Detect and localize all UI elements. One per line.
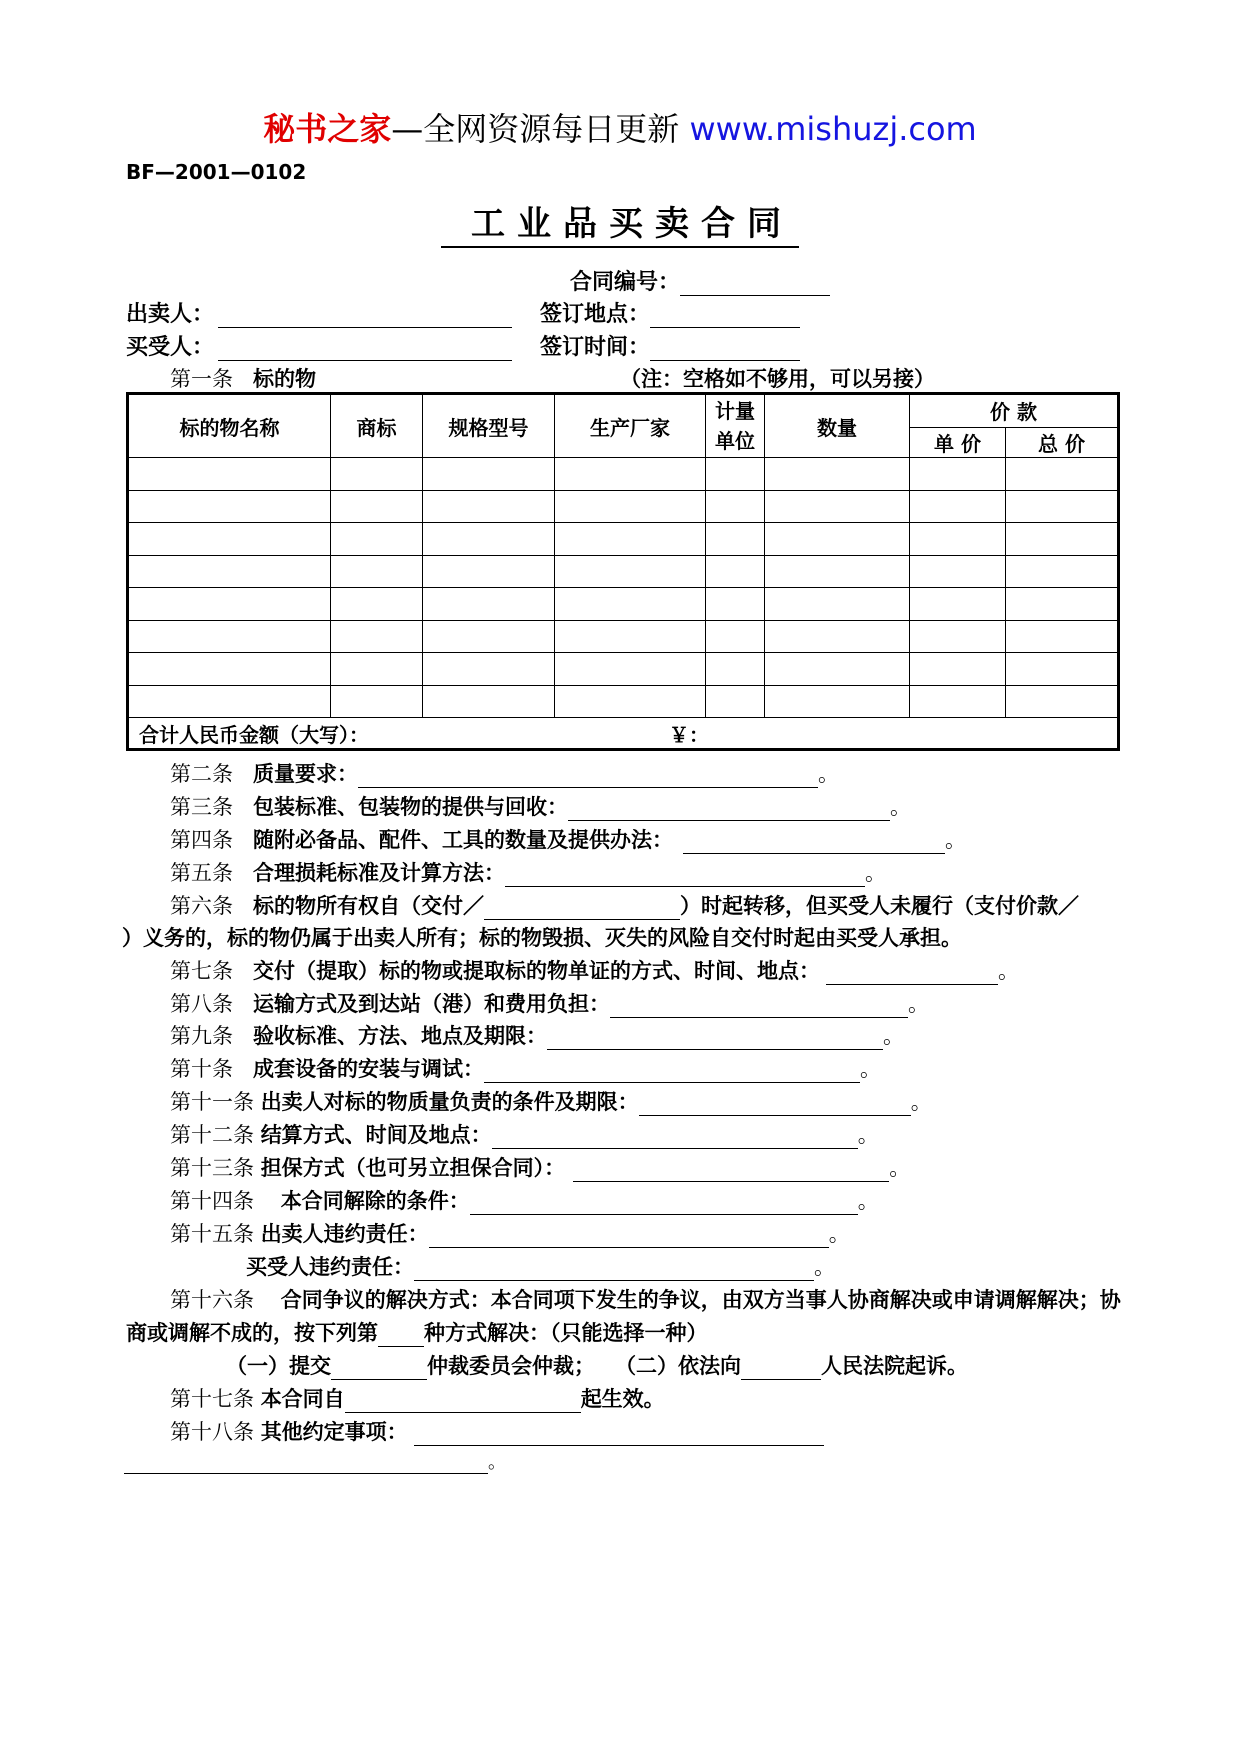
cell[interactable] — [765, 588, 910, 621]
cell[interactable] — [423, 523, 555, 556]
period: 。 — [889, 1156, 911, 1180]
col-header-brand: 商标 — [331, 394, 423, 458]
table-row — [128, 555, 1119, 588]
cell[interactable] — [128, 490, 331, 523]
seller-label: 出卖人： — [126, 302, 215, 327]
clause-16-line2 — [126, 1317, 708, 1347]
cell[interactable] — [1006, 555, 1119, 588]
clause-16-num: 第十六条 — [170, 1288, 254, 1312]
clause-10-field[interactable] — [484, 1062, 860, 1083]
clause-16-line2-b: 种方式解决：（只能选择一种） — [424, 1321, 708, 1345]
period: 。 — [910, 1090, 932, 1114]
cell[interactable] — [331, 490, 423, 523]
clause-16-opt1-a: （一）提交 — [226, 1354, 331, 1378]
clause-9-num: 第九条 — [170, 1024, 233, 1048]
clause-4-num: 第四条 — [170, 828, 233, 852]
clause-18-num: 第十八条 — [170, 1420, 254, 1444]
clause-14-num: 第十四条 — [170, 1189, 254, 1213]
clause-15b-text: 买受人违约责任： — [246, 1255, 414, 1279]
period: 。 — [857, 1123, 879, 1147]
clause-4-text: 随附必备品、配件、工具的数量及提供办法： — [253, 828, 674, 852]
col-header-price: 价 款 — [910, 394, 1119, 428]
clause-8 — [170, 988, 929, 1018]
cell[interactable] — [128, 555, 331, 588]
seller-field[interactable] — [218, 307, 512, 328]
clause-11-field[interactable] — [639, 1095, 911, 1116]
cell[interactable] — [1006, 588, 1119, 621]
clause-15 — [170, 1218, 850, 1248]
clause-12-field[interactable] — [492, 1128, 858, 1149]
cell[interactable] — [910, 685, 1006, 718]
clause-15-num: 第十五条 — [170, 1222, 254, 1246]
table-row — [128, 458, 1119, 491]
clause-6-num: 第六条 — [170, 894, 233, 918]
clause-11 — [170, 1086, 932, 1116]
col-header-unit-line1: 计量 — [715, 399, 755, 423]
clause-15b — [246, 1251, 835, 1281]
clause-18-line2 — [124, 1448, 506, 1474]
cell[interactable] — [1006, 523, 1119, 556]
clause-10-text: 成套设备的安装与调试： — [253, 1057, 485, 1081]
document-code: BF—2001—0102 — [126, 160, 307, 184]
table-row — [128, 588, 1119, 621]
cell[interactable] — [910, 523, 1006, 556]
contract-no-label: 合同编号： — [570, 270, 681, 295]
clause-15-text: 出卖人违约责任： — [260, 1222, 429, 1246]
cell[interactable] — [1006, 685, 1119, 718]
total-yen-label: ￥： — [669, 722, 709, 747]
cell[interactable] — [555, 588, 706, 621]
clause-17-field[interactable] — [345, 1392, 581, 1413]
col-header-qty: 数量 — [765, 394, 910, 458]
clause-12 — [170, 1119, 879, 1149]
cell[interactable] — [128, 523, 331, 556]
cell[interactable] — [128, 620, 331, 653]
cell[interactable] — [706, 490, 765, 523]
cell[interactable] — [910, 588, 1006, 621]
cell[interactable] — [555, 490, 706, 523]
clause-16-line2-a: 商或调解不成的，按下列第 — [126, 1321, 378, 1345]
clause-14-field[interactable] — [470, 1194, 858, 1215]
cell[interactable] — [128, 588, 331, 621]
clause-6-field[interactable] — [484, 899, 680, 920]
clause-15b-field[interactable] — [414, 1260, 814, 1281]
table-row — [128, 653, 1119, 686]
sign-place-field[interactable] — [650, 307, 800, 328]
period: 。 — [883, 1024, 905, 1048]
period: 。 — [945, 828, 967, 852]
cell[interactable] — [423, 458, 555, 491]
cell[interactable] — [331, 588, 423, 621]
clause-10-num: 第十条 — [170, 1057, 233, 1081]
clause-2-field[interactable] — [358, 767, 818, 788]
table-row — [128, 685, 1119, 718]
clause-9 — [170, 1020, 904, 1050]
clause-9-text: 验收标准、方法、地点及期限： — [253, 1024, 548, 1048]
seller-row — [126, 297, 512, 328]
clause-5-text: 合理损耗标准及计算方法： — [253, 861, 506, 885]
clause-16-opt2-a: （二）依法向 — [615, 1354, 742, 1378]
period: 。 — [890, 795, 912, 819]
cell[interactable] — [423, 653, 555, 686]
clause-9-field[interactable] — [547, 1029, 883, 1050]
cell[interactable] — [331, 620, 423, 653]
cell[interactable] — [555, 620, 706, 653]
clause-4 — [170, 824, 966, 854]
cell[interactable] — [128, 685, 331, 718]
clause-17-text-a: 本合同自 — [260, 1387, 345, 1411]
clause-13 — [170, 1152, 910, 1182]
cell[interactable] — [331, 523, 423, 556]
cell[interactable] — [1006, 490, 1119, 523]
cell[interactable] — [910, 458, 1006, 491]
sign-place-label: 签订地点： — [540, 302, 651, 327]
clause-4-field[interactable] — [683, 833, 945, 854]
cell[interactable] — [423, 555, 555, 588]
period: 。 — [818, 762, 840, 786]
clause-18-field[interactable] — [414, 1427, 824, 1446]
sign-time-field[interactable] — [650, 340, 800, 361]
cell[interactable] — [1006, 458, 1119, 491]
article-1-heading — [170, 363, 316, 393]
col-header-spec: 规格型号 — [423, 394, 555, 458]
clause-15-field[interactable] — [429, 1227, 829, 1248]
sign-time-row — [540, 330, 800, 361]
goods-table — [126, 392, 1120, 751]
clause-11-text: 出卖人对标的物质量负责的条件及期限： — [260, 1090, 639, 1114]
table-row — [128, 620, 1119, 653]
clause-3-field[interactable] — [568, 800, 890, 821]
clause-6-line2: ）义务的，标的物仍属于出卖人所有；标的物毁损、灭失的风险自交付时起由买受人承担。 — [122, 926, 962, 950]
clause-16-options — [226, 1350, 968, 1380]
clause-5 — [170, 857, 886, 887]
clause-5-field[interactable] — [505, 866, 865, 887]
cell[interactable] — [706, 685, 765, 718]
clause-16-opt1-b: 仲裁委员会仲裁； — [427, 1354, 595, 1378]
cell[interactable] — [910, 653, 1006, 686]
clause-16 — [170, 1284, 1121, 1314]
sign-place-row — [540, 297, 800, 328]
clause-2-text: 质量要求： — [253, 762, 359, 786]
cell[interactable] — [555, 458, 706, 491]
clause-12-num: 第十二条 — [170, 1123, 254, 1147]
cell[interactable] — [706, 555, 765, 588]
clause-16-text: 合同争议的解决方式：本合同项下发生的争议，由双方当事人协商解决或申请调解解决；协 — [280, 1288, 1121, 1312]
period: 。 — [860, 1057, 882, 1081]
col-header-maker: 生产厂家 — [555, 394, 706, 458]
cell[interactable] — [765, 523, 910, 556]
clause-8-num: 第八条 — [170, 992, 233, 1016]
cell[interactable] — [1006, 620, 1119, 653]
clause-10 — [170, 1053, 881, 1083]
period: 。 — [865, 861, 887, 885]
cell[interactable] — [128, 653, 331, 686]
cell[interactable] — [331, 555, 423, 588]
buyer-field[interactable] — [218, 340, 512, 361]
cell[interactable] — [765, 458, 910, 491]
article-1-num: 第一条 — [170, 367, 233, 391]
col-header-unit — [706, 394, 765, 458]
cell[interactable] — [910, 490, 1006, 523]
cell[interactable] — [706, 653, 765, 686]
clause-5-num: 第五条 — [170, 861, 233, 885]
clause-13-field[interactable] — [573, 1161, 889, 1182]
cell[interactable] — [331, 685, 423, 718]
col-header-unit-line2: 单位 — [715, 429, 755, 453]
total-label: 合计人民币金额（大写）： — [139, 722, 369, 747]
clause-7-num: 第七条 — [170, 959, 233, 983]
buyer-label: 买受人： — [126, 335, 215, 360]
period: 。 — [998, 959, 1020, 983]
table-row — [128, 523, 1119, 556]
cell[interactable] — [423, 620, 555, 653]
col-header-name: 标的物名称 — [128, 394, 331, 458]
clause-17 — [170, 1383, 665, 1413]
article-1-note: （注：空格如不够用，可以另接） — [620, 367, 935, 391]
period: 。 — [488, 1452, 506, 1473]
cell[interactable] — [706, 620, 765, 653]
clause-13-num: 第十三条 — [170, 1156, 254, 1180]
clause-18-text: 其他约定事项： — [260, 1420, 408, 1444]
clause-3-num: 第三条 — [170, 795, 233, 819]
clause-17-num: 第十七条 — [170, 1387, 254, 1411]
banner-tagline: —全网资源每日更新 — [391, 110, 690, 148]
clause-18 — [170, 1416, 824, 1446]
period: 。 — [828, 1222, 850, 1246]
banner-url-link[interactable]: www.mishuzj.com — [689, 110, 977, 148]
cell[interactable] — [706, 458, 765, 491]
cell[interactable] — [1006, 653, 1119, 686]
table-row — [128, 490, 1119, 523]
cell[interactable] — [555, 685, 706, 718]
clause-3 — [170, 791, 911, 821]
clause-7-text: 交付（提取）标的物或提取标的物单证的方式、时间、地点： — [253, 959, 821, 983]
title-text: 工业品买卖合同 — [441, 204, 799, 248]
cell[interactable] — [423, 588, 555, 621]
table-header-row — [128, 394, 1119, 428]
contract-no-row — [570, 265, 830, 296]
clause-6 — [170, 890, 1079, 920]
site-banner — [0, 104, 1240, 150]
period: 。 — [857, 1189, 879, 1213]
clause-3-text: 包装标准、包装物的提供与回收： — [253, 795, 569, 819]
cell[interactable] — [765, 653, 910, 686]
cell[interactable] — [128, 458, 331, 491]
clause-8-text: 运输方式及到达站（港）和费用负担： — [253, 992, 611, 1016]
cell[interactable] — [423, 490, 555, 523]
cell[interactable] — [555, 555, 706, 588]
clause-7 — [170, 955, 1019, 985]
clause-11-num: 第十一条 — [170, 1090, 254, 1114]
clause-16-arbitration-field[interactable] — [331, 1359, 427, 1380]
cell[interactable] — [765, 685, 910, 718]
col-header-unit-price: 单 价 — [910, 427, 1006, 457]
document-title — [0, 196, 1240, 245]
sign-time-label: 签订时间： — [540, 335, 651, 360]
clause-18-field-continued[interactable] — [124, 1453, 488, 1474]
clause-16-choice-field[interactable] — [378, 1326, 424, 1347]
clause-8-field[interactable] — [610, 997, 908, 1018]
cell[interactable] — [331, 458, 423, 491]
cell[interactable] — [910, 555, 1006, 588]
clause-14-text: 本合同解除的条件： — [280, 1189, 470, 1213]
clause-2 — [170, 758, 839, 788]
cell[interactable] — [765, 620, 910, 653]
cell[interactable] — [423, 685, 555, 718]
clause-13-text: 担保方式（也可另立担保合同）： — [260, 1156, 566, 1180]
cell[interactable] — [555, 523, 706, 556]
table-total-row — [128, 718, 1119, 750]
clause-6-text-b: ）时起转移，但买受人未履行（支付价款／ — [680, 894, 1080, 918]
clause-14 — [170, 1185, 879, 1215]
cell[interactable] — [331, 653, 423, 686]
cell[interactable] — [555, 653, 706, 686]
cell[interactable] — [765, 555, 910, 588]
contract-no-field[interactable] — [680, 275, 830, 296]
cell[interactable] — [706, 523, 765, 556]
clause-7-field[interactable] — [826, 964, 998, 985]
period: 。 — [908, 992, 930, 1016]
clause-6-text-a: 标的物所有权自（交付／ — [253, 894, 485, 918]
total-cell — [128, 718, 1119, 750]
cell[interactable] — [910, 620, 1006, 653]
clause-16-opt2-b: 人民法院起诉。 — [821, 1354, 969, 1378]
period: 。 — [814, 1255, 835, 1279]
cell[interactable] — [706, 588, 765, 621]
col-header-total-price: 总 价 — [1006, 427, 1119, 457]
clause-12-text: 结算方式、时间及地点： — [260, 1123, 492, 1147]
clause-2-num: 第二条 — [170, 762, 233, 786]
banner-brand: 秘书之家 — [263, 110, 392, 148]
clause-16-court-field[interactable] — [741, 1359, 821, 1380]
buyer-row — [126, 330, 512, 361]
article-1-label: 标的物 — [253, 367, 317, 391]
cell[interactable] — [765, 490, 910, 523]
clause-17-text-b: 起生效。 — [580, 1387, 665, 1411]
